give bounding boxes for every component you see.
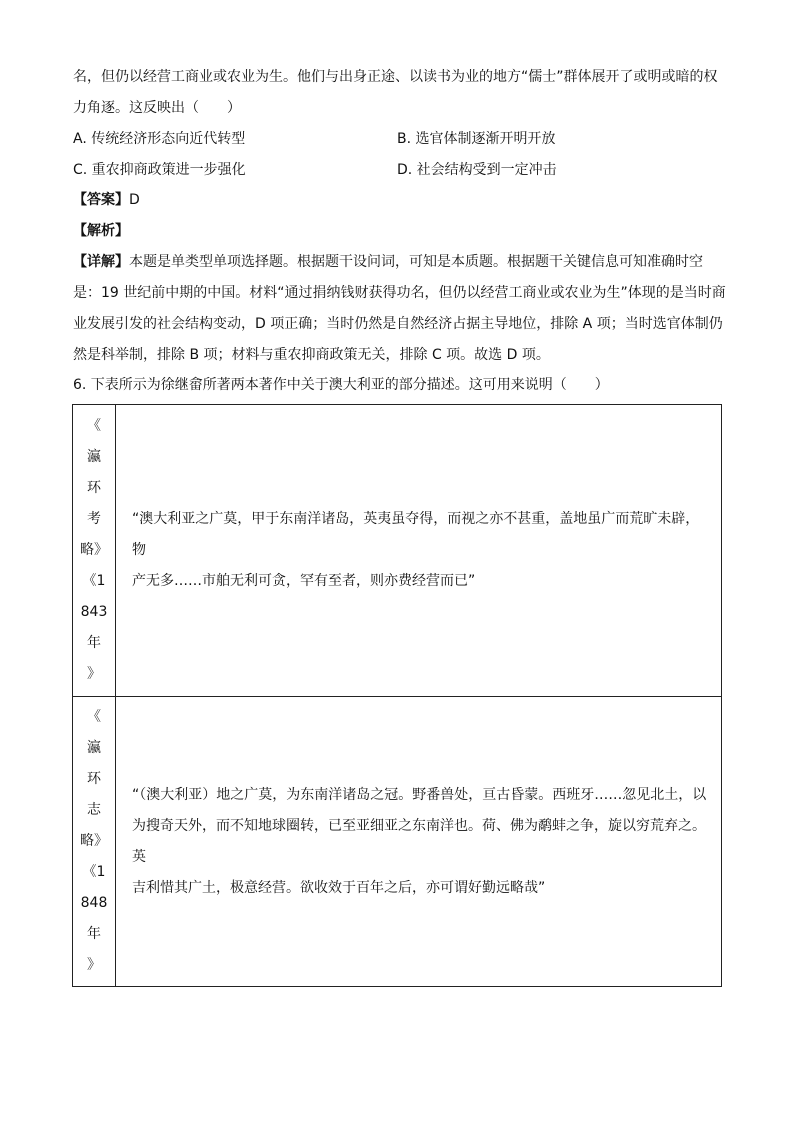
quote-line: 吉利惜其广土，极意经营。欲收效于百年之后，亦可谓好勤远略哉”: [132, 879, 546, 896]
answer-value: D: [129, 192, 140, 208]
option-c: C. 重农抑商政策进一步强化: [73, 162, 246, 178]
book-title-line: 年: [87, 926, 101, 942]
book-title-line: 环: [87, 480, 101, 496]
detail-line-1: [73, 252, 703, 272]
book-title-line: 《1: [82, 573, 106, 589]
book-title-line: 843: [80, 604, 108, 620]
option-d: D. 社会结构受到一定冲击: [397, 162, 557, 178]
quote-line: “（澳大利亚）地之广莫，为东南洋诸岛之冠。野番兽处，亘古昏蒙。西班牙……忽见北土，以: [132, 786, 707, 803]
analysis-tag: 【解析】: [73, 223, 129, 239]
option-b: B. 选官体制逐渐开明开放: [397, 131, 556, 147]
answer-tag: 【答案】: [73, 192, 129, 208]
book-title-line: 瀛: [87, 449, 101, 465]
quote-cell-2: [116, 697, 722, 987]
detail-line-3: 业发展引发的社会结构变动，D 项正确；当时仍然是自然经济占据主导地位，排除 A 项；当时选官体制仍: [73, 316, 723, 332]
book-title-line: 考: [87, 511, 101, 527]
table-row: [73, 697, 722, 987]
book-title-line: 略》: [80, 833, 108, 849]
option-a: A. 传统经济形态向近代转型: [73, 131, 246, 147]
book-title-line: 》: [87, 957, 101, 973]
book-title-line: 《1: [82, 864, 106, 880]
book-title-line: 《: [87, 709, 101, 725]
quote-cell-1: [116, 405, 722, 697]
stem-line-1: 名，但仍以经营工商业或农业为生。他们与出身正途、以读书为业的地方“儒士”群体展开了或明或暗的权: [73, 69, 718, 85]
book-title-line: 志: [87, 802, 101, 818]
book-title-line: 环: [87, 771, 101, 787]
book-title-line: 年: [87, 635, 101, 651]
book-title-line: 《: [87, 418, 101, 434]
quote-line: 产无多……市舶无利可贪，罕有至者，则亦费经营而已”: [132, 573, 476, 589]
quote-line: “澳大利亚之广莫，甲于东南洋诸岛，英夷虽夺得，而视之亦不甚重，盖地虽广而荒旷未辟，物: [132, 511, 700, 558]
detail-line-2: 是：19 世纪前中期的中国。材料“通过捐纳钱财获得功名，但仍以经营工商业或农业为生”体现的是当时商: [73, 285, 726, 301]
book-title-line: 》: [87, 666, 101, 682]
quote-line: 为搜奇天外，而不知地球圈转，已至亚细亚之东南洋也。荷、佛为鹬蚌之争，旋以穷荒弃之。英: [132, 817, 706, 865]
book-title-cell-1: [73, 405, 116, 697]
table-row: [73, 405, 722, 697]
detail-text-1: 本题是单类型单项选择题。根据题干设问词，可知是本质题。根据题干关键信息可知准确时空: [129, 254, 703, 270]
book-title-cell-2: [73, 697, 116, 987]
detail-tag: 【详解】: [73, 254, 129, 270]
detail-line-4: 然是科举制，排除 B 项；材料与重农抑商政策无关，排除 C 项。故选 D 项。: [73, 347, 550, 363]
book-title-line: 瀛: [87, 740, 101, 756]
answer-line: [73, 190, 140, 210]
book-title-line: 略》: [80, 542, 108, 558]
source-table: [72, 404, 722, 987]
question-6-stem: 6. 下表所示为徐继畲所著两本著作中关于澳大利亚的部分描述。这可用来说明（ ）: [73, 377, 609, 393]
stem-line-2: 力角逐。这反映出（ ）: [73, 100, 241, 116]
book-title-line: 848: [80, 895, 108, 911]
